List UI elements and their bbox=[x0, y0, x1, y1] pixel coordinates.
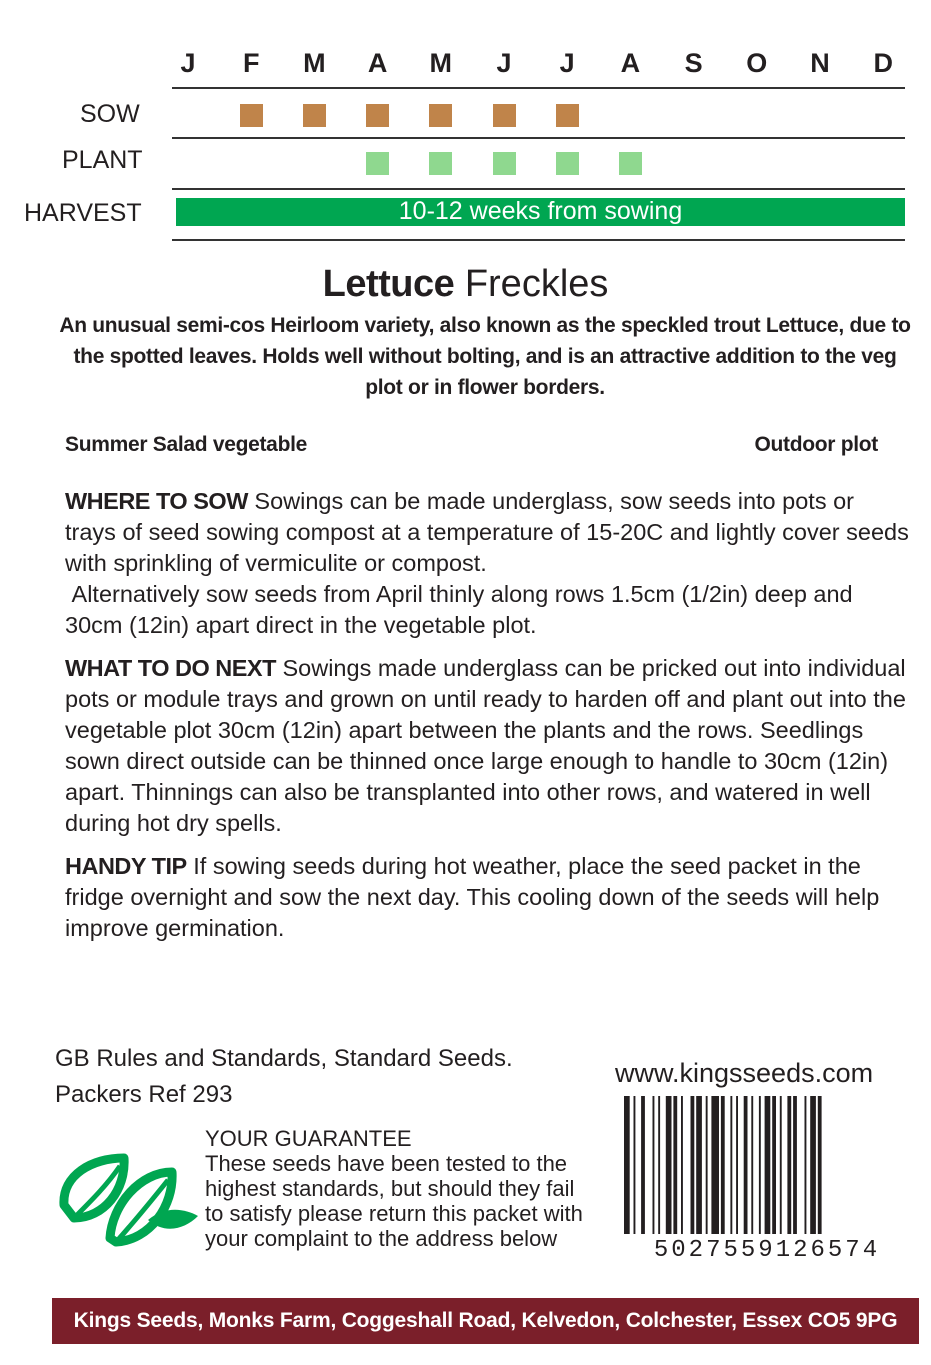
barcode-bar bbox=[696, 1096, 702, 1234]
barcode-bar bbox=[691, 1096, 695, 1234]
month-label: A bbox=[620, 48, 641, 78]
calendar-divider bbox=[172, 239, 905, 241]
month-label: A bbox=[367, 48, 388, 78]
sow-row-label: SOW bbox=[80, 100, 140, 128]
barcode-bar bbox=[730, 1096, 732, 1234]
barcode-bar bbox=[787, 1096, 791, 1234]
handy-tip-text: If sowing seeds during hot weather, place the seed packet in the fridge overnight and sow the next day. This cooling down of the seeds will help improve germination. bbox=[65, 853, 880, 941]
sow-marker bbox=[556, 104, 579, 127]
barcode-bar bbox=[765, 1096, 771, 1234]
month-label: F bbox=[242, 48, 260, 78]
plant-marker bbox=[429, 152, 452, 175]
sow-marker bbox=[366, 104, 389, 127]
month-label: M bbox=[303, 48, 326, 78]
barcode-bar bbox=[780, 1096, 782, 1234]
sow-marker bbox=[303, 104, 326, 127]
product-description: An unusual semi-cos Heirloom variety, also known as the speckled trout Lettuce, due to the spotted leaves. Holds well without bolting, and is an attractive addition to the veg plot or in flower borders. bbox=[59, 314, 911, 399]
guarantee-text: These seeds have been tested to the highest standards, but should they fail to satisfy please return this packet with your complaint to the address below bbox=[205, 1151, 583, 1251]
where-to-sow-text: Sowings can be made underglass, sow seeds into pots or trays of seed sowing compost at a temperature of 15-20C and lightly cover seeds with sprinkling of vermiculite or compost. bbox=[65, 488, 909, 576]
sow-marker bbox=[493, 104, 516, 127]
plant-marker bbox=[556, 152, 579, 175]
sow-marker bbox=[240, 104, 263, 127]
barcode-bar bbox=[736, 1096, 738, 1234]
barcode-bar bbox=[805, 1096, 807, 1234]
barcode-bar bbox=[810, 1096, 816, 1234]
calendar-divider bbox=[172, 87, 905, 89]
plant-row-label: PLANT bbox=[62, 146, 143, 174]
legal-info bbox=[55, 1041, 513, 1113]
barcode-bar bbox=[744, 1096, 748, 1234]
website-link[interactable]: www.kingsseeds.com bbox=[615, 1058, 874, 1088]
sow-marker bbox=[429, 104, 452, 127]
plant-marker bbox=[619, 152, 642, 175]
calendar-divider bbox=[172, 137, 905, 139]
barcode-bar bbox=[681, 1096, 683, 1234]
barcode-bar bbox=[818, 1096, 822, 1234]
harvest-row-label: HARVEST bbox=[24, 199, 142, 227]
barcode bbox=[622, 1096, 912, 1266]
what-to-do-next-heading: WHAT TO DO NEXT bbox=[65, 655, 276, 681]
where-to-sow-heading: WHERE TO SOW bbox=[65, 488, 248, 514]
month-label: O bbox=[746, 48, 768, 78]
barcode-bar bbox=[759, 1096, 761, 1234]
month-label: M bbox=[429, 48, 453, 78]
barcode-bar bbox=[624, 1096, 630, 1234]
month-label: J bbox=[559, 48, 575, 78]
where-to-sow-section bbox=[65, 486, 910, 641]
barcode-bar bbox=[673, 1096, 677, 1234]
barcode-bar bbox=[721, 1096, 725, 1234]
product-variety: Freckles bbox=[464, 263, 609, 305]
month-label: D bbox=[873, 48, 893, 78]
month-label: J bbox=[496, 48, 512, 78]
harvest-bar: 10-12 weeks from sowing bbox=[176, 198, 905, 226]
barcode-bar bbox=[658, 1096, 660, 1234]
standards-text: GB Rules and Standards, Standard Seeds. bbox=[55, 1045, 513, 1072]
month-label: N bbox=[810, 48, 830, 78]
handy-tip-section bbox=[65, 851, 910, 944]
plant-marker bbox=[493, 152, 516, 175]
barcode-bar bbox=[641, 1096, 645, 1234]
barcode-bar bbox=[706, 1096, 708, 1234]
product-title bbox=[0, 263, 931, 306]
footer-address: Kings Seeds, Monks Farm, Coggeshall Road, Kelvedon, Colchester, Essex CO5 9PG bbox=[52, 1298, 919, 1344]
barcode-bars bbox=[624, 1096, 822, 1234]
month-label: J bbox=[180, 48, 196, 78]
what-to-do-next-section bbox=[65, 653, 910, 839]
leaf-logo-icon bbox=[52, 1150, 202, 1250]
calendar-divider bbox=[172, 188, 905, 190]
barcode-bar bbox=[711, 1096, 719, 1234]
barcode-bar bbox=[634, 1096, 636, 1234]
product-location: Outdoor plot bbox=[754, 433, 878, 456]
barcode-bar bbox=[772, 1096, 776, 1234]
packers-ref: Packers Ref 293 bbox=[55, 1081, 233, 1108]
guarantee-block bbox=[205, 1126, 595, 1251]
barcode-number: 5027559126574 bbox=[653, 1237, 881, 1264]
barcode-bar bbox=[751, 1096, 753, 1234]
product-category: Summer Salad vegetable bbox=[65, 433, 308, 456]
handy-tip-heading: HANDY TIP bbox=[65, 853, 187, 879]
product-genus: Lettuce bbox=[322, 263, 455, 305]
barcode-bar bbox=[653, 1096, 655, 1234]
barcode-bar bbox=[793, 1096, 797, 1234]
where-to-sow-text-alt: Alternatively sow seeds from April thinly along rows 1.5cm (1/2in) deep and 30cm (12in) apart direct in the vegetable plot. bbox=[65, 581, 853, 638]
plant-marker bbox=[366, 152, 389, 175]
barcode-bar bbox=[666, 1096, 672, 1234]
guarantee-heading: YOUR GUARANTEE bbox=[205, 1126, 412, 1151]
what-to-do-next-text: Sowings made underglass can be pricked out into individual pots or module trays and grown on until ready to harden off and plant out into the vegetable plot 30cm (12in) apart between the plants and the rows. Seedlings sown direct outside can be thinned once large enough to handle to 30cm (12in) apart. Thinnings can also be transplanted into other rows, and watered in well during hot dry spells. bbox=[65, 655, 906, 836]
month-label: S bbox=[684, 48, 703, 78]
